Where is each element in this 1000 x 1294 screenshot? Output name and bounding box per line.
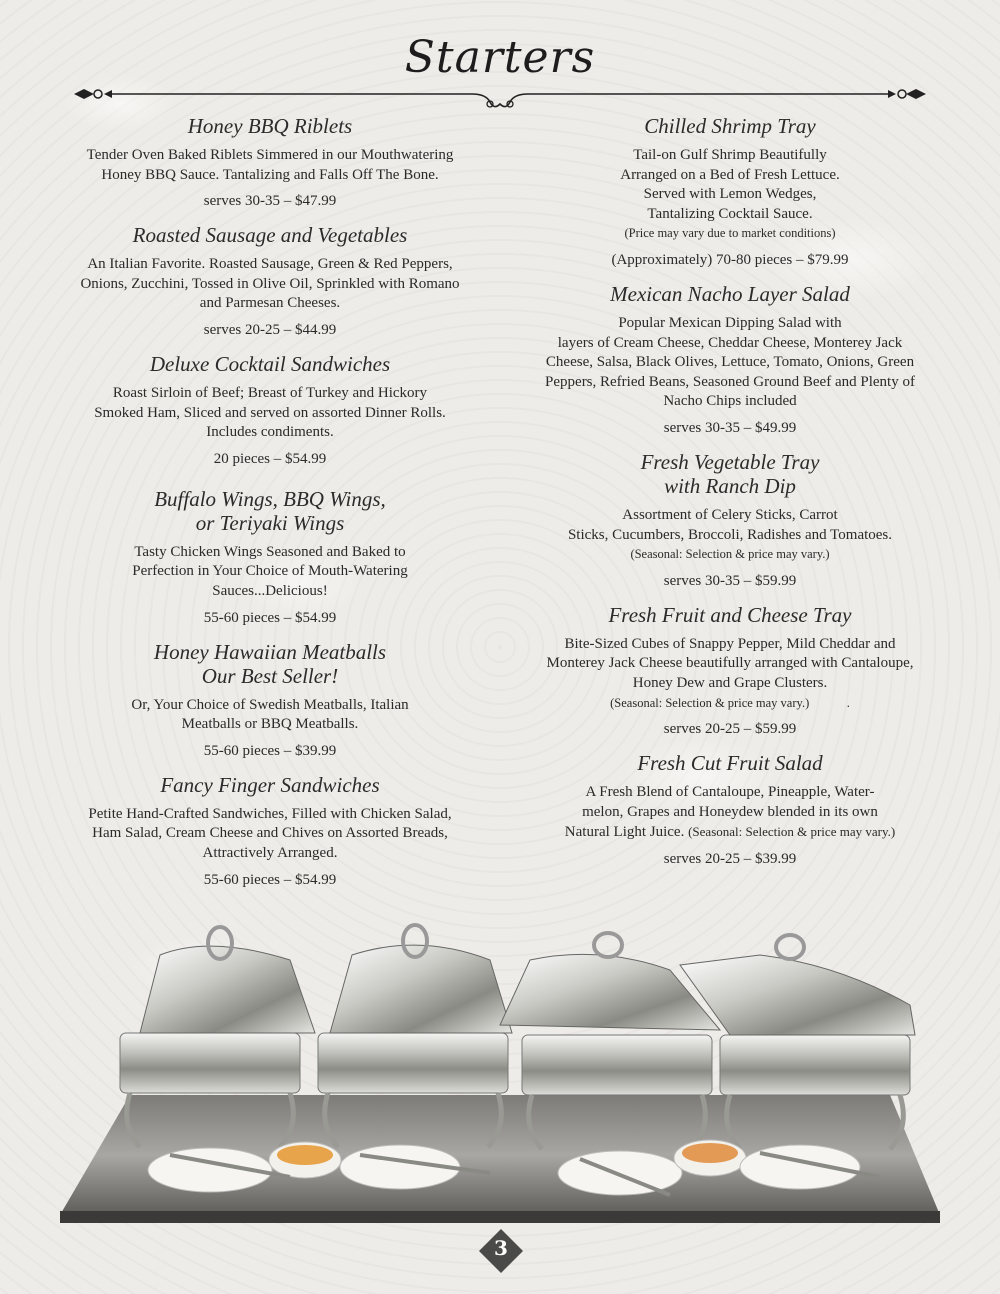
item-price: serves 30-35 – $49.99	[663, 419, 797, 436]
item-description: Tender Oven Baked Riblets Simmered in our Mouthwatering Honey BBQ Sauce. Tantalizing and Falls Off The Bone.	[86, 147, 454, 183]
item-name: Fancy Finger Sandwiches	[160, 772, 380, 797]
item-name: Fresh Fruit and Cheese Tray	[608, 602, 852, 627]
menu-item	[510, 114, 950, 270]
item-description-text: Natural Light Juice.	[564, 824, 689, 841]
right-menu-column	[510, 114, 950, 869]
item-note: (Seasonal: Selection & price may vary.)	[630, 547, 830, 562]
item-description: Bite-Sized Cubes of Snappy Pepper, Mild Cheddar and Monterey Jack Cheese beautifully arranged with Cantaloupe, Honey Dew and Grape Clusters. (Seasonal: Selection & price may vary.) .	[510, 635, 950, 713]
item-note: (Price may vary due to market conditions)	[624, 226, 836, 241]
menu-item	[50, 114, 490, 211]
item-name: Mexican Nacho Layer Salad	[610, 281, 850, 306]
menu-item	[510, 751, 950, 869]
chafing-dishes-photo	[60, 915, 940, 1225]
item-name: Deluxe Cocktail Sandwiches	[149, 351, 391, 376]
item-price: 20 pieces – $54.99	[213, 450, 327, 467]
menu-item	[510, 603, 950, 739]
item-name: Fresh Vegetable Tray with Ranch Dip	[640, 449, 820, 498]
item-description: Roast Sirloin of Beef; Breast of Turkey and Hickory Smoked Ham, Sliced and served on assorted Dinner Rolls. Includes condiments.	[94, 384, 446, 441]
item-price: 55-60 pieces – $54.99	[203, 609, 337, 626]
item-price: serves 20-25 – $39.99	[663, 850, 797, 867]
page-title: Starters	[404, 32, 596, 83]
item-note: (Seasonal: Selection & price may vary.)	[688, 824, 896, 840]
item-name: Fresh Cut Fruit Salad	[637, 751, 823, 776]
item-price: serves 30-35 – $59.99	[663, 572, 797, 589]
item-name: Roasted Sausage and Vegetables	[132, 223, 408, 248]
item-note: (Seasonal: Selection & price may vary.) .	[610, 695, 850, 710]
item-name: Buffalo Wings, BBQ Wings, or Teriyaki Wings	[154, 486, 386, 535]
item-description: Or, Your Choice of Swedish Meatballs, Italian Meatballs or BBQ Meatballs.	[131, 696, 409, 733]
item-description: Assortment of Celery Sticks, Carrot Sticks, Cucumbers, Broccoli, Radishes and Tomatoes. (Seasonal: Selection & price may vary.)	[510, 506, 950, 565]
item-description: An Italian Favorite. Roasted Sausage, Green & Red Peppers, Onions, Zucchini, Tossed in Olive Oil, Sprinkled with Romano and Parmesan Cheeses.	[80, 256, 460, 312]
item-name: Honey BBQ Riblets	[187, 114, 353, 138]
menu-item	[50, 487, 490, 628]
item-description: Petite Hand-Crafted Sandwiches, Filled with Chicken Salad, Ham Salad, Cream Cheese and Chives on Assorted Breads, Attractively Arranged.	[88, 805, 452, 861]
item-price: 55-60 pieces – $54.99	[203, 871, 337, 888]
item-name: Chilled Shrimp Tray	[644, 114, 816, 138]
left-menu-column	[50, 114, 490, 890]
page-header	[0, 14, 1000, 114]
menu-item	[510, 282, 950, 438]
item-price: serves 20-25 – $44.99	[203, 321, 337, 338]
item-price: serves 20-25 – $59.99	[663, 721, 797, 738]
menu-item	[50, 223, 490, 340]
item-price: 55-60 pieces – $39.99	[203, 742, 337, 759]
menu-item	[50, 640, 490, 761]
item-description: A Fresh Blend of Cantaloupe, Pineapple, Water- melon, Grapes and Honeydew blended in its own Natural Light Juice. (Seasonal: Selection & price may vary.)	[564, 784, 896, 841]
item-description: Tail-on Gulf Shrimp Beautifully Arranged on a Bed of Fresh Lettuce. Served with Lemon Wedges, Tantalizing Cocktail Sauce. (Price may vary due to market conditions)	[510, 146, 950, 244]
item-description: Popular Mexican Dipping Salad with layers of Cream Cheese, Cheddar Cheese, Monterey Jack Cheese, Salsa, Black Olives, Lettuce, Tomato, Onions, Green Peppers, Refried Beans, Seasoned Ground Beef and Plenty of Nacho Chips included	[545, 314, 915, 410]
item-price: serves 30-35 – $47.99	[203, 193, 337, 210]
menu-item	[50, 773, 490, 890]
item-description: Tasty Chicken Wings Seasoned and Baked to Perfection in Your Choice of Mouth-Watering Sauces...Delicious!	[132, 543, 408, 599]
item-name: Honey Hawaiian Meatballs Our Best Seller!	[153, 639, 387, 688]
menu-item	[50, 352, 490, 469]
ornamental-divider	[72, 84, 928, 114]
page-number: 3	[494, 1236, 508, 1260]
menu-item	[510, 450, 950, 591]
item-price: (Approximately) 70-80 pieces – $79.99	[611, 251, 849, 268]
